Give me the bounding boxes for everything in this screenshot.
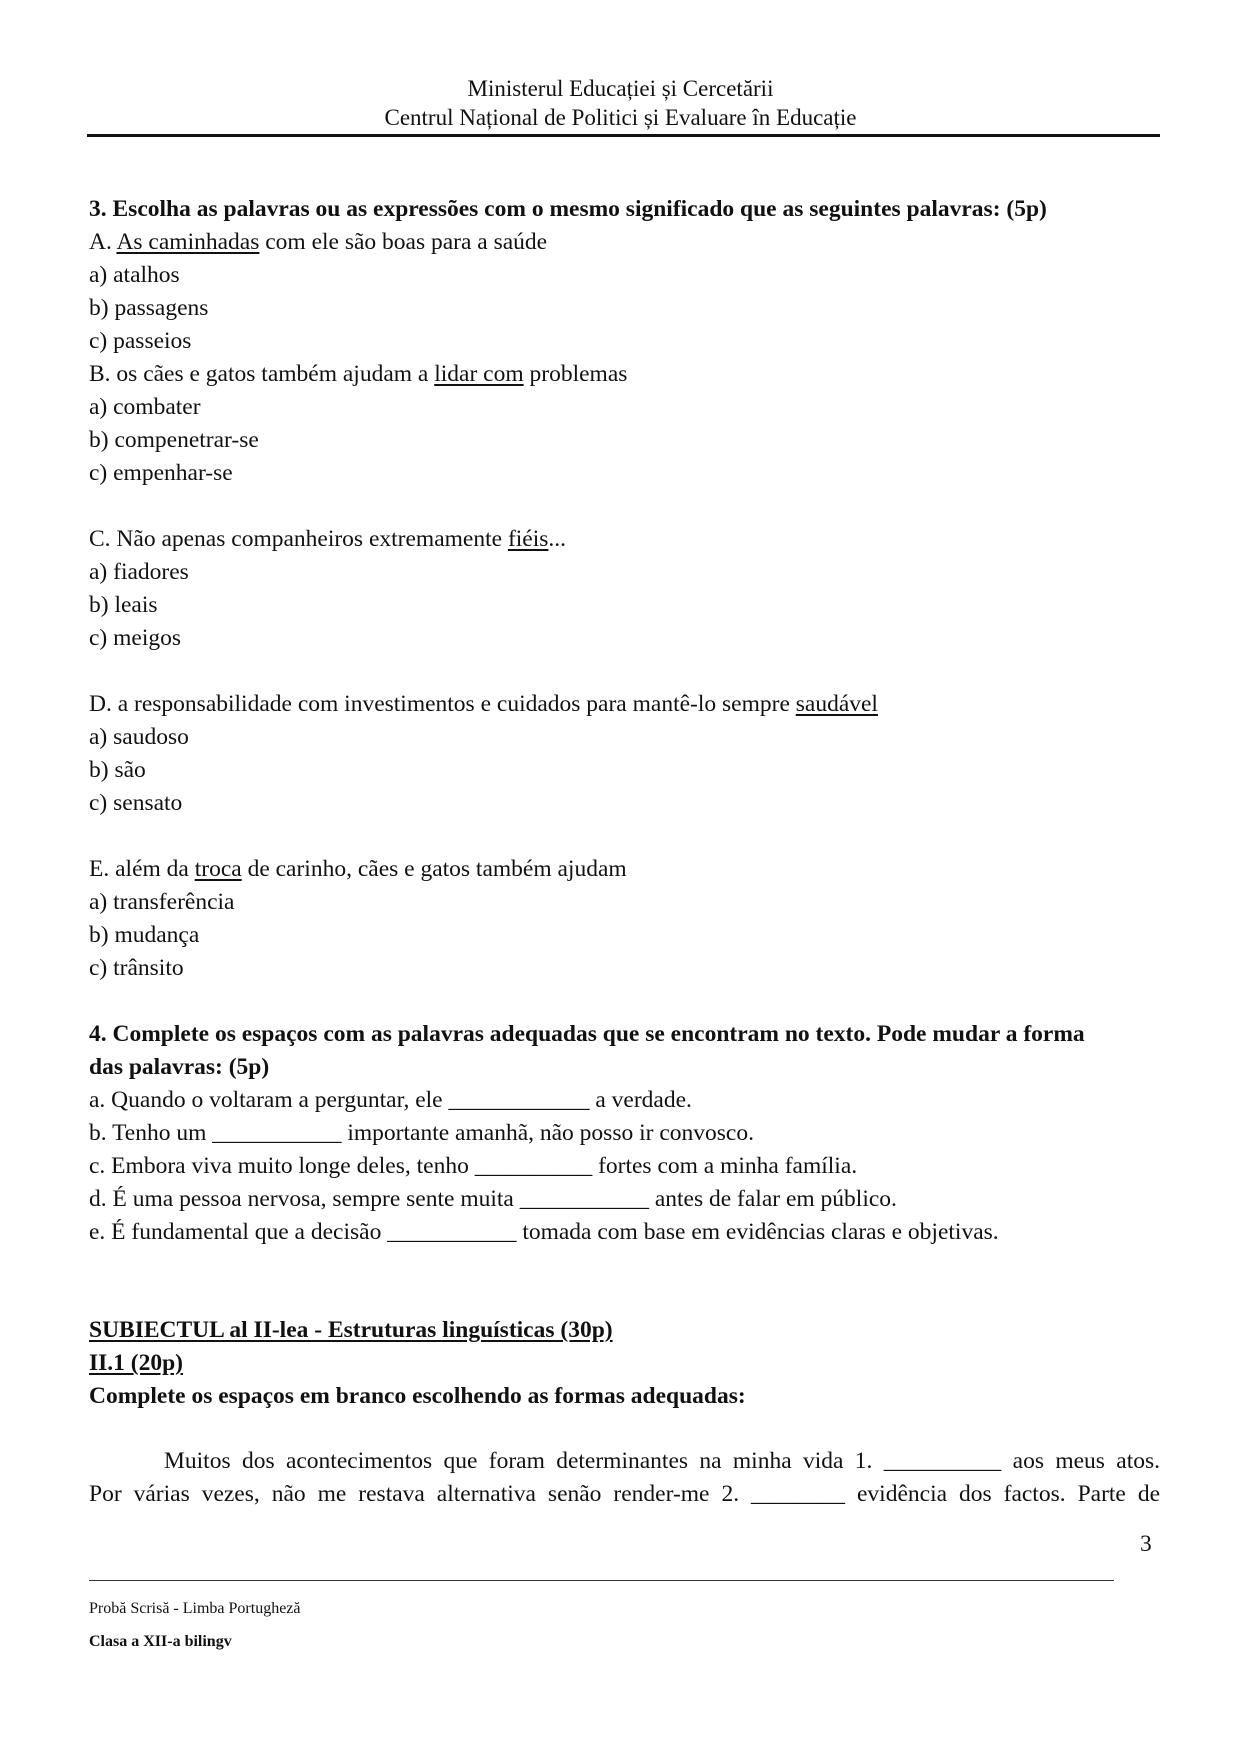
- q3-b-option-a: a) combater: [89, 394, 201, 420]
- q3-a-option-a: a) atalhos: [89, 262, 180, 288]
- q4-title-line1: 4. Complete os espaços com as palavras adequadas que se encontram no texto. Pode mudar a forma: [89, 1021, 1085, 1047]
- q3-d-option-b: b) são: [89, 757, 146, 783]
- q3-e-option-b: b) mudança: [89, 922, 200, 948]
- q3-d-underlined: saudável: [795, 691, 878, 717]
- q3-e-option-a: a) transferência: [89, 889, 235, 915]
- subject2-title: SUBIECTUL al II-lea - Estruturas linguísticas (30p): [89, 1317, 613, 1343]
- q3-a-underlined: As caminhadas: [116, 229, 260, 255]
- footer-class: Clasa a XII-a bilingv: [89, 1633, 232, 1650]
- q4-item-c: c. Embora viva muito longe deles, tenho __________ fortes com a minha família.: [89, 1153, 858, 1179]
- q3-e-prompt: E. além da troca de carinho, cães e gatos também ajudam: [89, 856, 627, 882]
- q3-b-option-b: b) compenetrar-se: [89, 427, 259, 453]
- q3-c-underlined: fiéis: [507, 526, 549, 552]
- q3-c-prompt: C. Não apenas companheiros extremamente fiéis...: [89, 526, 567, 552]
- q3-d-prompt: D. a responsabilidade com investimentos e cuidados para mantê-lo sempre saudável: [89, 691, 878, 717]
- q4-item-d: d. É uma pessoa nervosa, sempre sente muita ___________ antes de falar em público.: [89, 1186, 897, 1212]
- q3-d-option-c: c) sensato: [89, 790, 183, 816]
- q3-d-option-a: a) saudoso: [89, 724, 189, 750]
- q3-b-underlined: lidar com: [434, 361, 524, 387]
- q3-b-option-c: c) empenhar-se: [89, 460, 233, 486]
- center-name: Centrul Național de Politici și Evaluare în Educație: [384, 105, 857, 130]
- q3-b-prompt: B. os cães e gatos também ajudam a lidar com problemas: [89, 361, 628, 387]
- q3-c-option-c: c) meigos: [89, 625, 182, 651]
- footer-divider: [89, 1580, 1114, 1581]
- footer-exam-name: Probă Scrisă - Limba Portugheză: [89, 1600, 301, 1617]
- q3-e-option-c: c) trânsito: [89, 955, 184, 981]
- paragraph-line-2: Por várias vezes, não me restava alternativa senão render-me 2. ________ evidência dos factos. Parte de: [89, 1481, 1160, 1507]
- page-number: 3: [1140, 1531, 1152, 1557]
- q3-c-option-b: b) leais: [89, 592, 158, 618]
- q3-a-prompt: A. As caminhadas com ele são boas para a saúde: [89, 229, 548, 255]
- subject2-instruction: Complete os espaços em branco escolhendo as formas adequadas:: [89, 1383, 746, 1409]
- ministry-name: Ministerul Educației și Cercetării: [467, 76, 774, 101]
- paragraph-line-1: Muitos dos acontecimentos que foram determinantes na minha vida 1. __________ aos meus atos.: [164, 1448, 1160, 1474]
- q3-e-underlined: troca: [194, 856, 242, 882]
- q3-a-option-c: c) passeios: [89, 328, 192, 354]
- q4-item-a: a. Quando o voltaram a perguntar, ele ____________ a verdade.: [89, 1087, 692, 1113]
- header-divider: [87, 134, 1160, 137]
- q3-c-option-a: a) fiadores: [89, 559, 189, 585]
- q3-title: 3. Escolha as palavras ou as expressões com o mesmo significado que as seguintes palavras: (5p): [89, 196, 1047, 222]
- q4-item-b: b. Tenho um ___________ importante amanhã, não posso ir convosco.: [89, 1120, 754, 1146]
- q4-title-line2: das palavras: (5p): [89, 1054, 270, 1080]
- q4-item-e: e. É fundamental que a decisão ___________ tomada com base em evidências claras e objetivas.: [89, 1219, 999, 1245]
- subject2-subtitle: II.1 (20p): [89, 1350, 184, 1376]
- q3-a-option-b: b) passagens: [89, 295, 209, 321]
